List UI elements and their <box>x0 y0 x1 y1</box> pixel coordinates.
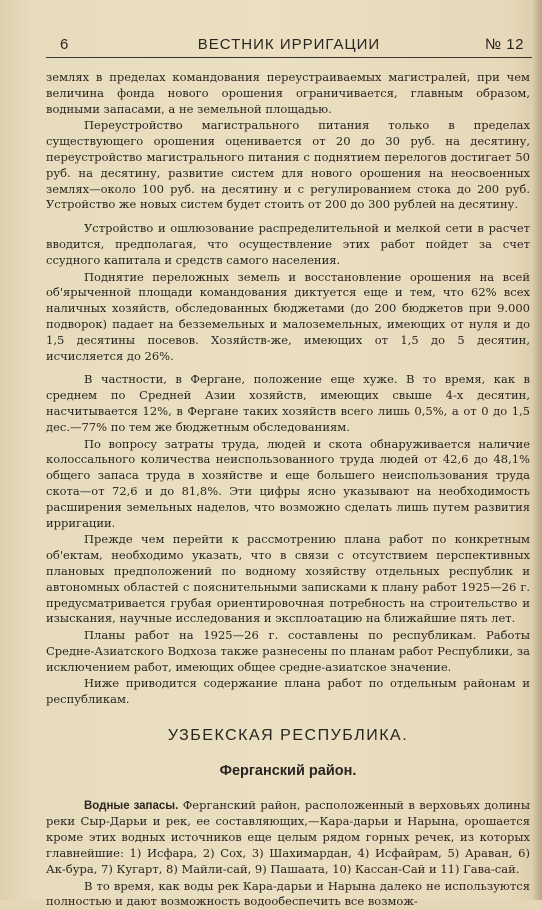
article-body <box>46 70 530 910</box>
paragraph: Планы работ на 1925—26 г. составлены по республикам. Работы Средне-Азиатского Водхоза также разнесены по планам работ Республики, за исключением работ, имеющих общее средне-азиатское значение. <box>46 628 530 674</box>
paragraph: Ниже приводится содержание плана работ по отдельным районам и республикам. <box>46 676 530 707</box>
section-title: УЗБЕКСКАЯ РЕСПУБЛИКА. <box>167 727 409 745</box>
journal-title: ВЕСТНИК ИРРИГАЦИИ <box>197 36 381 53</box>
paragraph: Устройство и ошлюзование распределительной и мелкой сети в расчет вводится, предполагая, что осуществление этих работ пойдет за счет ссудного капитала и средств самого населения. <box>46 221 530 267</box>
page-number: 6 <box>60 36 69 53</box>
header-rule <box>46 57 532 58</box>
paragraph: Поднятие переложных земель и восстановление орошения на всей об'ярыченной площади командования диктуется еще и тем, что 62% всех наличных хозяйств, обследованных бюджетами (до 200 бюджетов при 9.000 подворок) падает на безземельных и малоземельных, имеющих от нуля и до 1,5 десятины посевов. Хозяйств-же, имеющих от 1,5 до 5 десятин, исчисляется до 26%. <box>46 269 530 363</box>
paragraph: Прежде чем перейти к рассмотрению плана работ по конкретным об'ектам, необходимо указать, что в связи с отсутствием перспективных плановых предположений по водному хозяйству отдельных республик и автономных областей с пояснительными записками к плану работ 1925—26 г. предусматривается грубая ориентировочная потребность на строительство и изыскания, научные исследования и эксплоатацию на ближайшие пять лет. <box>46 532 530 626</box>
paragraph-text: Ферганский район, расположенный в верховьях долины реки Сыр-Дарьи и рек, ее составляющих,—Кара-дарьи и Нарына, орошается кроме этих водных источников еще целым рядом горных речек, из которых главнейшие: 1) Исфара, 2) Сох, 3) Шахимардан, 4) Исфайрам, 5) Араван, 6) Ак-бура, 7) Кугарт, 8) Майли-сай, 9) Пашаата, 10) Кассан-Сай и 11) Гава-сай. <box>46 797 530 876</box>
paragraph: землях в пределах командования переустраиваемых магистралей, при чем величина фонда нового орошения ограничивается, главным образом, водными запасами, а не земельной площадью. <box>46 70 530 116</box>
issue-number: № 12 <box>485 36 524 53</box>
paragraph: По вопросу затраты труда, людей и скота обнаруживается наличие колоссального количества неиспользованного труда людей от 42,6 до 48,1% общего запаса труда в хозяйстве и еще большего неиспользования труда скота—от 72,6 и до 81,8%. Эти цифры ясно указывают на необходимость расширения земельных наделов, что возможно сделать лишь путем развития ирригации. <box>46 436 530 530</box>
paragraph <box>46 798 530 878</box>
page-header <box>46 36 532 56</box>
paragraph: В частности, в Фергане, положение еще хуже. В то время, как в среднем по Средней Азии хозяйств, имеющих свыше 4-х десятин, насчитывается 12%, в Фергане таких хозяйств всего лишь 0,5%, а от 0 до 1,5 дес.—77% по тем же бюджетным обследованиям. <box>46 372 530 434</box>
paragraph: Переустройство магистрального питания только в пределах существующего орошения оценивается от 20 до 30 руб. на десятину, переустройство магистрального питания с поднятием перелогов достигает 50 руб. на десятину, развитие систем для нового орошения на неосвоенных землях—около 100 руб. на десятину и с регулированием стока до 200 руб. Устройство же новых систем будет стоить от 200 до 300 рублей на десятину. <box>46 118 530 212</box>
paragraph-lead: Водные запасы. <box>84 799 179 812</box>
page-edge-shadow <box>532 0 542 900</box>
paragraph: В то время, как воды рек Кара-дарьи и Нарына далеко не используются полностью и дают возможность водообеспечить все возмож- <box>46 878 530 909</box>
subsection-title: Ферганский район. <box>219 762 357 779</box>
